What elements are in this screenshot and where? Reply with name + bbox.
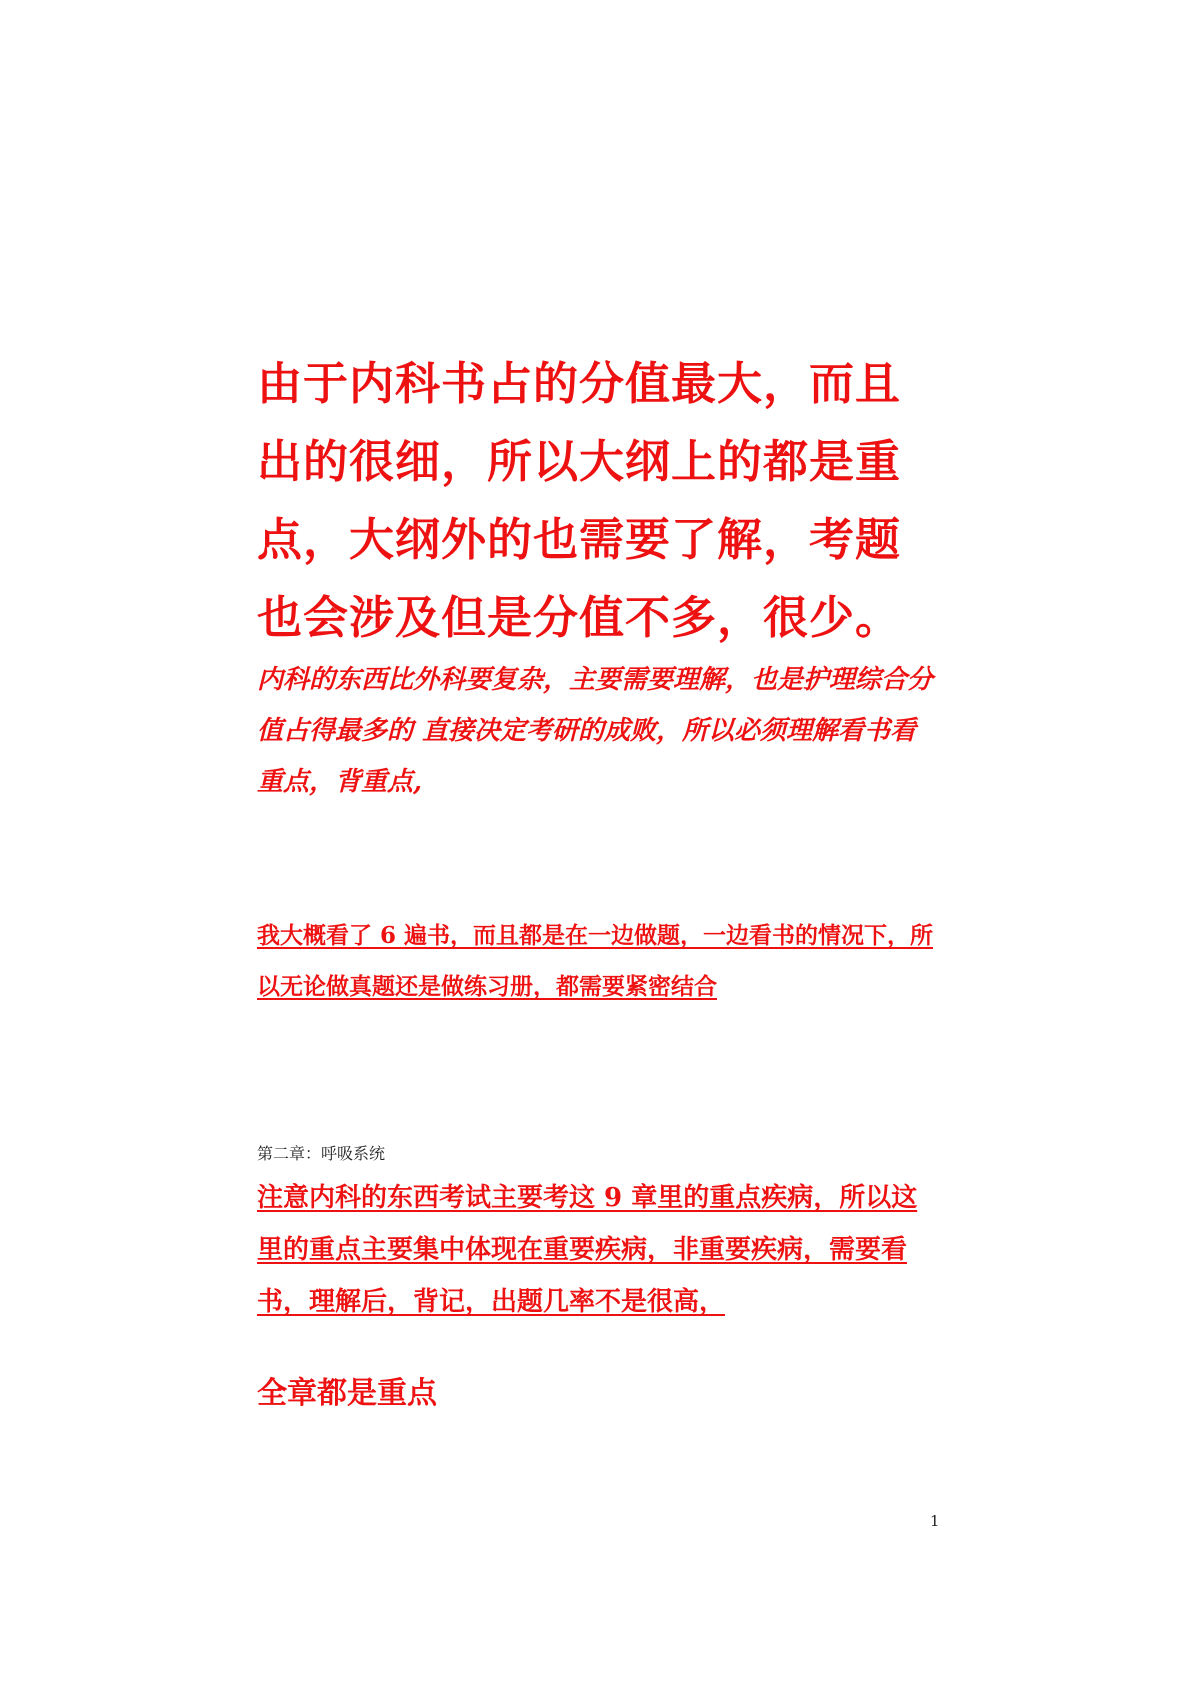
intro-paragraph: 由于内科书占的分值最大，而且出的很细，所以大纲上的都是重点，大纲外的也需要了解，考题也会涉及但是分值不多，很少。 — [257, 357, 902, 644]
study-method-text: 我大概看了 6 遍书，而且都是在一边做题，一边看书的情况下，所以无论做真题还是做练习册，都需要紧密结合 — [257, 922, 934, 1000]
chapter-heading: 第二章：呼吸系统 — [257, 1144, 386, 1163]
chapter-note-text: 注意内科的东西考试主要考这 9 章里的重点疾病，所以这里的重点主要集中体现在重要疾病，非重要疾病，需要看书，理解后，背记，出题几率不是很高， — [257, 1183, 918, 1317]
section-note-paragraph: 全章都是重点 — [257, 1376, 437, 1411]
italic-note-paragraph: 内科的东西比外科要复杂，主要需要理解，也是护理综合分值占得最多的 直接决定考研的成败，所以必须理解看书看重点，背重点, — [257, 665, 934, 797]
chapter-note-paragraph — [257, 1172, 937, 1328]
study-method-paragraph — [257, 910, 937, 1012]
page-number: 1 — [930, 1512, 940, 1530]
